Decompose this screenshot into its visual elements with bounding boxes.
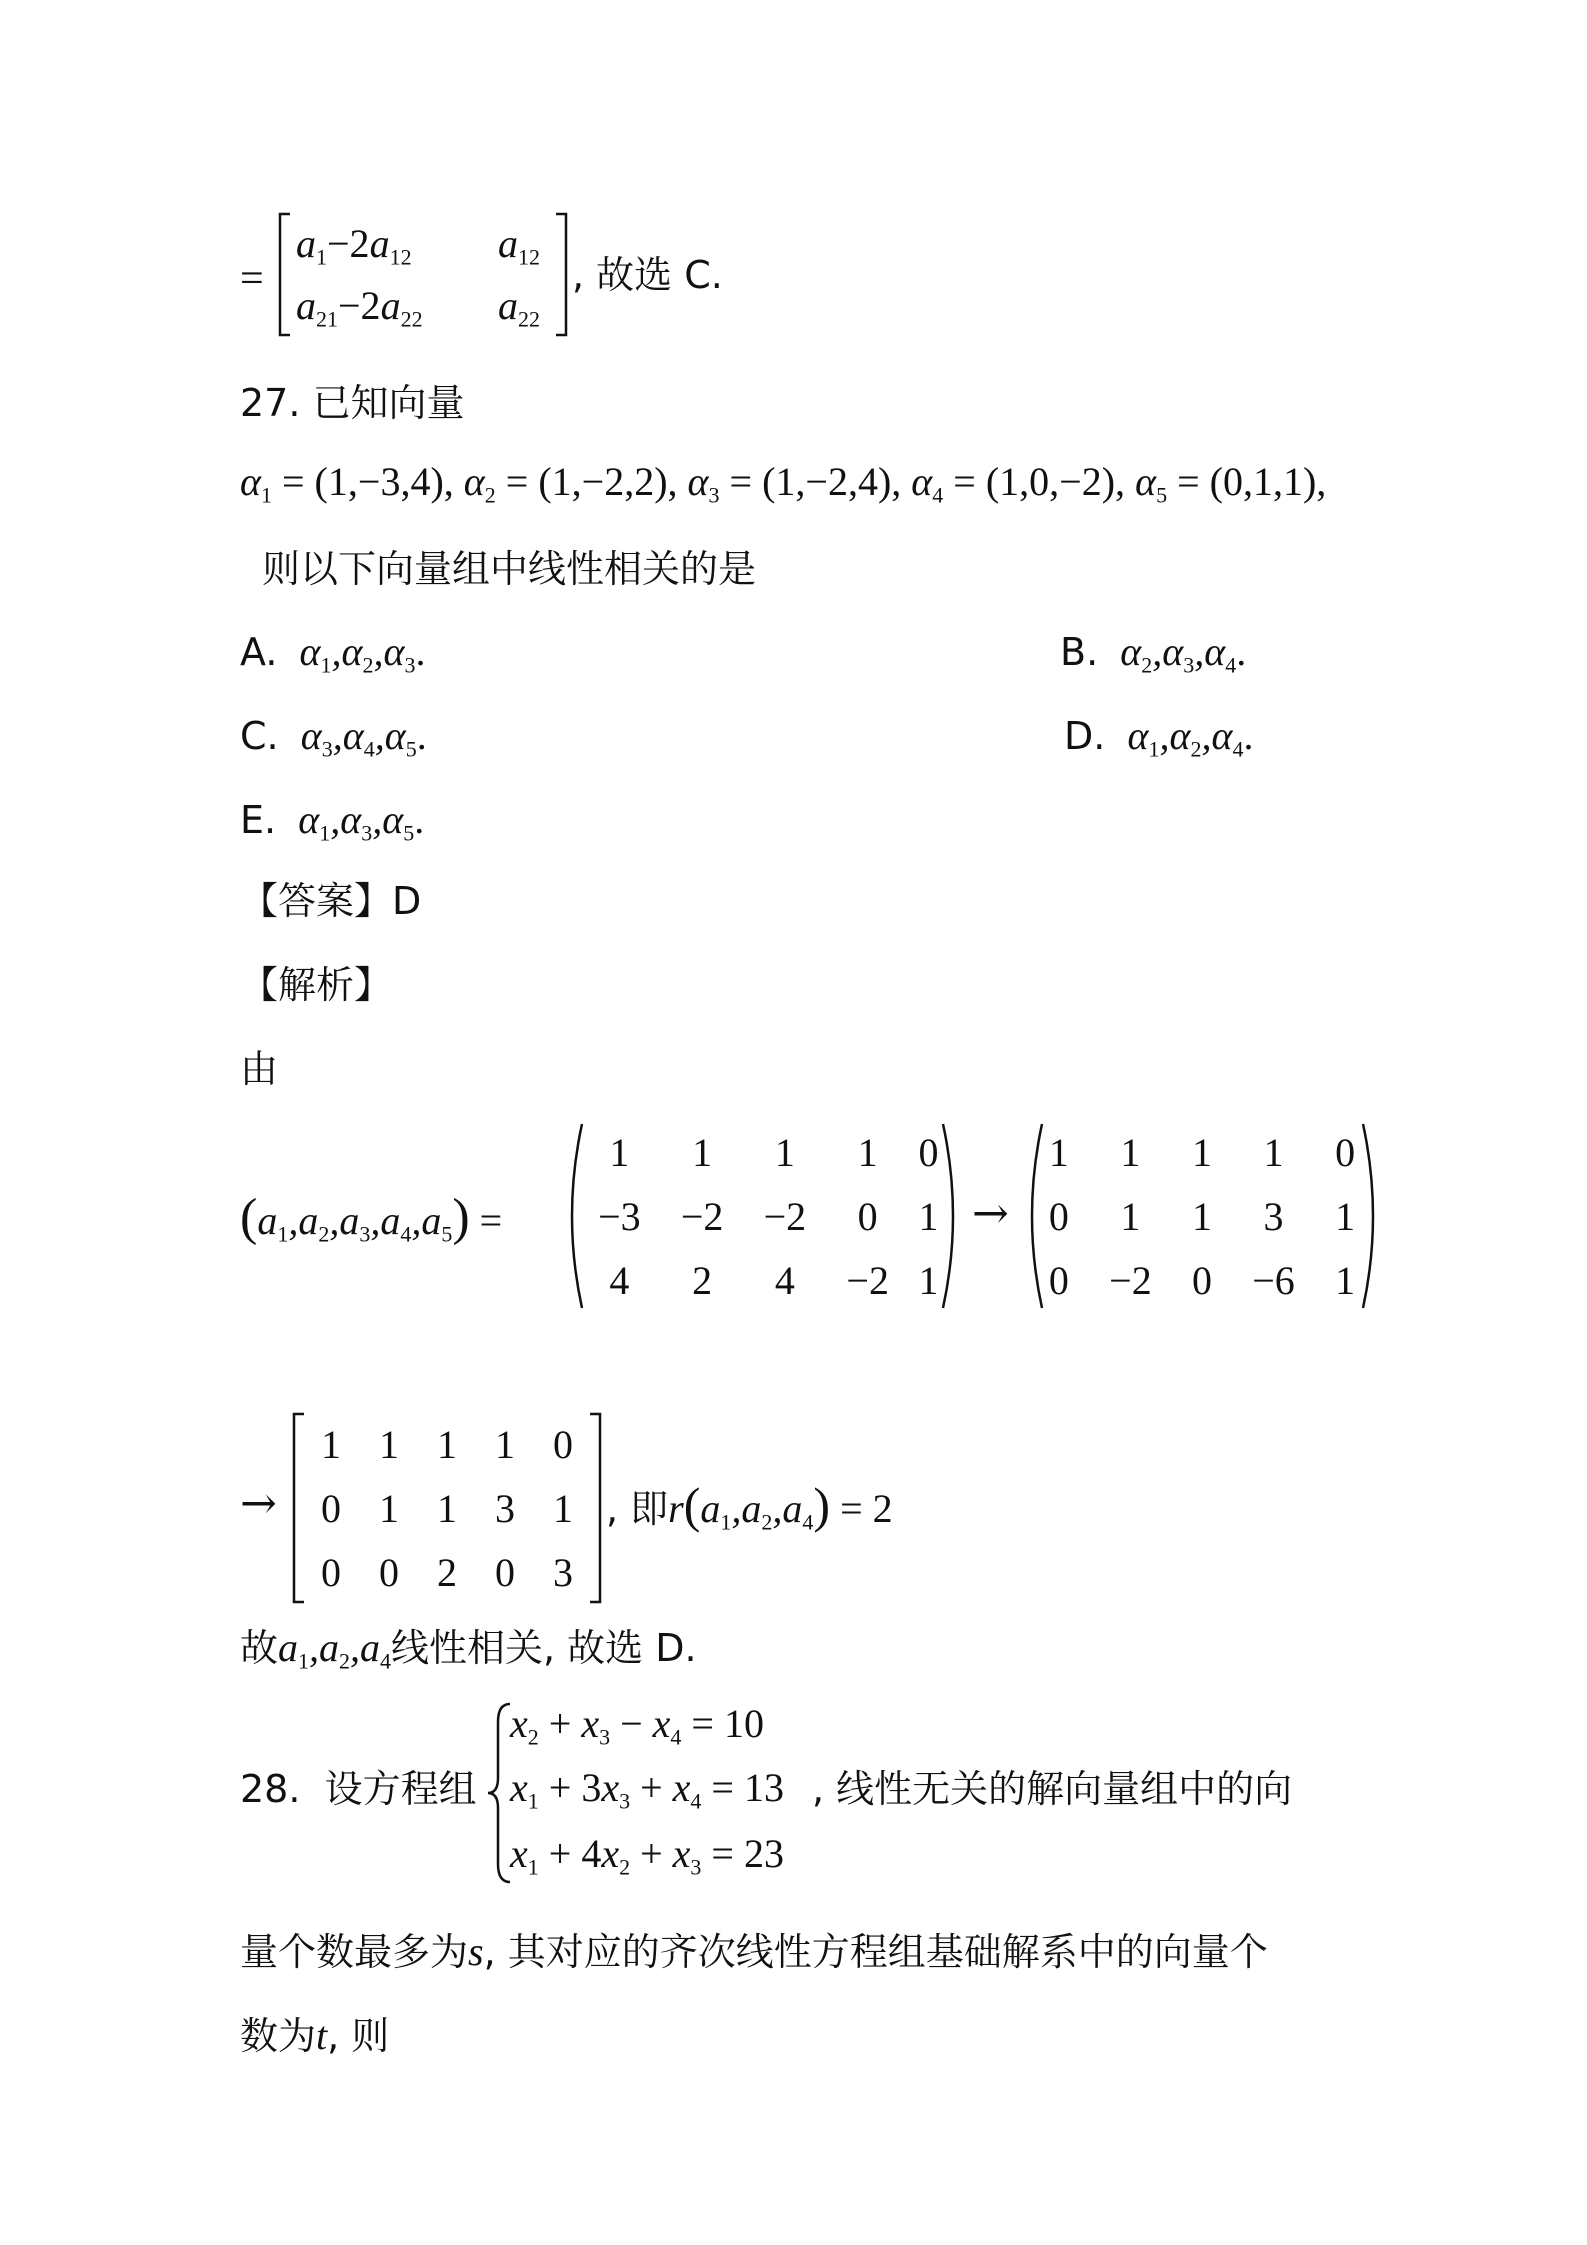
- matrix-row: [578, 1248, 948, 1312]
- equation-2: $x_1 + 3x_3 + x_4 = 13$: [510, 1765, 784, 1814]
- option-d: D. $\alpha_1,\alpha_2,\alpha_4$.: [1064, 713, 1254, 762]
- matrix-cell: 4: [609, 1257, 630, 1303]
- matrix-cell: 0: [495, 1549, 515, 1595]
- vector-alpha-2: $\alpha_2 = (1,-2,2)$,: [463, 459, 688, 508]
- vector-alpha-1: $\alpha_1 = (1,-3,4)$,: [240, 459, 464, 508]
- q28-after: , 线性无关的解向量组中的向: [812, 1767, 1293, 1811]
- matrix-row: [302, 1412, 592, 1476]
- matrix-3: [292, 1412, 602, 1604]
- matrix-cell: 1: [857, 1129, 878, 1175]
- matrix-cell: 0: [553, 1421, 573, 1467]
- equation-3: $x_1 + 4x_2 + x_3 = 23$: [510, 1831, 784, 1880]
- matrix-cell: 1: [437, 1485, 457, 1531]
- matrix-cell: 1: [1120, 1193, 1141, 1239]
- vector-alpha-5: $\alpha_5 = (0,1,1)$,: [1135, 459, 1327, 508]
- matrix-cell-21: $a_{21}-2a_{22}$: [296, 283, 423, 332]
- matrix-cell-11: $a_1-2a_{12}$: [296, 221, 412, 270]
- matrix-cell: 2: [692, 1257, 713, 1303]
- answer-line: [240, 879, 422, 923]
- matrix-row: [1036, 1184, 1368, 1248]
- matrix-cell: 3: [495, 1485, 515, 1531]
- matrix-cell: 4: [774, 1257, 795, 1303]
- matrix-cell: −2: [846, 1257, 889, 1303]
- matrix-row: [578, 1184, 948, 1248]
- matrix-1-table: [578, 1120, 948, 1312]
- matrix-cell-22: $a_{22}$: [498, 283, 540, 332]
- matrix-lhs: $(a_1,a_2,a_3,a_4,a_5)$ =: [240, 1189, 503, 1247]
- matrix-cell: 1: [1263, 1129, 1284, 1175]
- matrix-1: [560, 1120, 965, 1312]
- equation-1: $x_2 + x_3 - x_4 = 10$: [510, 1701, 764, 1750]
- matrix-2-table: [1036, 1120, 1368, 1312]
- answer-value: D: [392, 879, 422, 923]
- matrix-cell: 1: [1120, 1129, 1141, 1175]
- matrix-cell: 1: [1335, 1193, 1356, 1239]
- matrix-cell: 1: [495, 1421, 515, 1467]
- matrix-cell: 1: [1048, 1129, 1069, 1175]
- matrix-cell: −2: [1109, 1257, 1152, 1303]
- matrix-cell: 0: [321, 1485, 341, 1531]
- vector-alpha-3: $\alpha_3 = (1,-2,4)$,: [687, 459, 912, 508]
- matrix-cell: 1: [1191, 1193, 1212, 1239]
- matrix-cell: 1: [321, 1421, 341, 1467]
- matrix-3-table: [302, 1412, 592, 1604]
- option-e: E. $\alpha_1,\alpha_3,\alpha_5$.: [240, 797, 425, 846]
- arrow-1: →: [972, 1188, 1009, 1239]
- analysis-label: 【解析】: [240, 963, 393, 1007]
- matrix-cell: 1: [379, 1485, 399, 1531]
- matrix-cell: 0: [1048, 1257, 1069, 1303]
- matrix-cell: 3: [553, 1549, 573, 1595]
- matrix-cell-12: $a_{12}$: [498, 221, 540, 270]
- matrix-cell: 0: [321, 1549, 341, 1595]
- matrix-row: [1036, 1248, 1368, 1312]
- matrix-row: [578, 1120, 948, 1184]
- matrix-row: [1036, 1120, 1368, 1184]
- top-tail-text: , 故选 C.: [572, 253, 723, 297]
- matrix-cell: 1: [437, 1421, 457, 1467]
- matrix-cell: 0: [857, 1193, 878, 1239]
- matrix-cell: 0: [1048, 1193, 1069, 1239]
- q28-lead: 28. 设方程组: [240, 1767, 477, 1811]
- matrix-cell: 1: [1335, 1257, 1356, 1303]
- option-c: C. $\alpha_3,\alpha_4,\alpha_5$.: [240, 713, 427, 762]
- matrix-cell: 2: [437, 1549, 457, 1595]
- q27-vector-list: [240, 459, 1327, 508]
- answer-label: 【答案】: [240, 879, 393, 923]
- matrix-cell: −6: [1252, 1257, 1295, 1303]
- matrix-cell: 1: [1191, 1129, 1212, 1175]
- matrix-cell: 3: [1263, 1193, 1284, 1239]
- arrow-2: →: [240, 1478, 277, 1529]
- matrix-cell: −3: [598, 1193, 641, 1239]
- q28-line3: 数为t, 则: [240, 2013, 390, 2058]
- equals-sign: =: [240, 256, 264, 302]
- matrix-cell: 1: [692, 1129, 713, 1175]
- q27-prompt: 则以下向量组中线性相关的是: [262, 547, 757, 591]
- matrix-cell: 0: [1335, 1129, 1356, 1175]
- matrix-cell: 1: [918, 1193, 939, 1239]
- matrix-cell: 0: [379, 1549, 399, 1595]
- top-bracket-matrix: [278, 212, 568, 337]
- option-b: B. $\alpha_2,\alpha_3,\alpha_4$.: [1060, 629, 1247, 678]
- rank-statement: , 即$r(a_1,a_2,a_4) = 2$: [606, 1477, 893, 1535]
- matrix-cell: −2: [680, 1193, 724, 1239]
- q28-line2: 量个数最多为s, 其对应的齐次线性方程组基础解系中的向量个: [240, 1929, 1268, 1974]
- matrix-cell: 0: [1191, 1257, 1212, 1303]
- by-word: 由: [240, 1047, 279, 1091]
- matrix-cell: 1: [553, 1485, 573, 1531]
- matrix-cell: 0: [918, 1129, 939, 1175]
- vector-alpha-4: $\alpha_4 = (1,0,-2)$,: [911, 459, 1136, 508]
- matrix-cell: 1: [918, 1257, 939, 1303]
- matrix-cell: −2: [763, 1193, 807, 1239]
- matrix-cell: 1: [774, 1129, 795, 1175]
- matrix-cell: 1: [609, 1129, 630, 1175]
- matrix-2: [1020, 1120, 1385, 1312]
- option-a: A. $\alpha_1,\alpha_2,\alpha_3$.: [240, 629, 426, 678]
- q27-title: 27. 已知向量: [240, 381, 465, 425]
- conclusion-line: 故$a_1,a_2,a_4$线性相关, 故选 D.: [240, 1625, 697, 1674]
- matrix-row: [302, 1540, 592, 1604]
- matrix-cell: 1: [379, 1421, 399, 1467]
- matrix-row: [302, 1476, 592, 1540]
